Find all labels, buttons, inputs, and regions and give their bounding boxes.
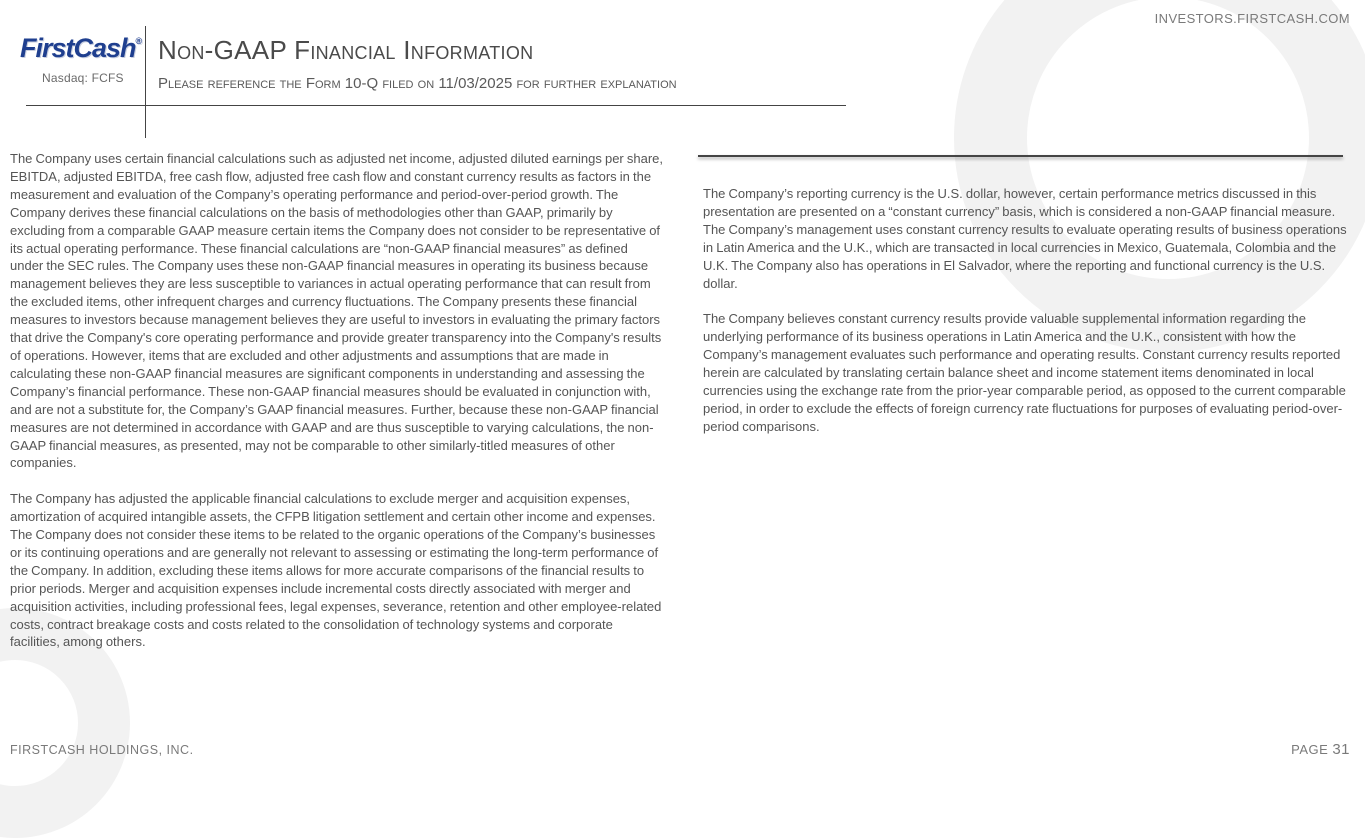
site-url: INVESTORS.FIRSTCASH.COM xyxy=(1154,11,1350,26)
ticker-symbol: Nasdaq: FCFS xyxy=(42,71,124,85)
right-column-rule xyxy=(698,155,1343,157)
right-text-column xyxy=(703,185,1355,454)
left-paragraph-1: The Company uses certain financial calculations such as adjusted net income, adjusted diluted earnings per share, EBITDA, adjusted EBITDA, free cash flow, adjusted free cash flow and constant currency results as factors in the measurement and evaluation of the Company’s operating performance and period-over-period growth. The Company derives these financial calculations on the basis of methodologies other than GAAP, primarily by excluding from a comparable GAAP measure certain items the Company does not consider to be representative of its actual operating performance. These financial calculations are “non-GAAP financial measures” as defined under the SEC rules. The Company uses these non-GAAP financial measures in operating its business because management believes they are less susceptible to variances in actual operating performance that can result from the excluded items, other infrequent charges and currency fluctuations. The Company presents these financial measures to investors because management believes they are useful to investors in evaluating the primary factors that drive the Company's core operating performance and provide greater transparency into the Company's results of operations. However, items that are excluded and other adjustments and assumptions that are made in calculating these non-GAAP financial measures are significant components in understanding and assessing the Company’s financial performance. These non-GAAP financial measures should be evaluated in conjunction with, and are not a substitute for, the Company’s GAAP financial measures. Further, because these non-GAAP financial measures are not determined in accordance with GAAP and are thus susceptible to varying calculations, the non-GAAP financial measures, as presented, may not be comparable to other similarly-titled measures of other companies. xyxy=(10,151,663,471)
right-paragraph-2: The Company believes constant currency results provide valuable supplemental information regarding the underlying performance of its business operations in Latin America and the U.K., consistent with how the Company’s management evaluates such performance and operating results. Constant currency results reported herein are calculated by translating certain balance sheet and income statement items denominated in local currencies using the exchange rate from the prior-year comparable period, as opposed to the current comparable period, in order to exclude the effects of foreign currency rate fluctuations for purposes of evaluating period-over-period comparisons. xyxy=(703,311,1346,434)
page-title: Non-GAAP Financial Information xyxy=(158,35,534,65)
registered-mark: ® xyxy=(135,36,142,46)
header-vertical-divider xyxy=(145,26,146,138)
company-logo xyxy=(20,33,141,64)
logo-text: FirstCash xyxy=(20,33,136,63)
left-text-column xyxy=(10,150,664,669)
page-number xyxy=(1291,741,1350,758)
left-paragraph-2: The Company has adjusted the applicable financial calculations to exclude merger and acquisition expenses, amortization of acquired intangible assets, the CFPB litigation settlement and certain other income and expenses. The Company does not consider these items to be related to the organic operations of the Company’s businesses or its continuing operations and are generally not relevant to assessing or estimating the long-term performance of the Company. In addition, excluding these items allows for more accurate comparisons of the financial results to prior periods. Merger and acquisition expenses include incremental costs directly associated with merger and acquisition activities, including professional fees, legal expenses, severance, retention and other employee-related costs, contract breakage costs and costs related to the consolidation of technology systems and corporate facilities, among others. xyxy=(10,491,662,650)
page-subtitle: Please reference the Form 10-Q filed on 11/03/2025 for further explanation xyxy=(158,75,677,92)
page-label: PAGE xyxy=(1291,742,1329,757)
footer-company-name: FIRSTCASH HOLDINGS, INC. xyxy=(10,743,194,757)
header-horizontal-divider xyxy=(26,105,846,106)
right-paragraph-1: The Company’s reporting currency is the U.S. dollar, however, certain performance metrics discussed in this presentation are presented on a “constant currency” basis, which is considered a non-GAAP financial measure. The Company’s management uses constant currency results to evaluate operating results of business operations in Latin America and the U.K., which are transacted in local currencies in Mexico, Guatemala, Colombia and the U.K. The Company also has operations in El Salvador, where the reporting and functional currency is the U.S. dollar. xyxy=(703,186,1347,291)
page-number-value: 31 xyxy=(1332,741,1350,758)
